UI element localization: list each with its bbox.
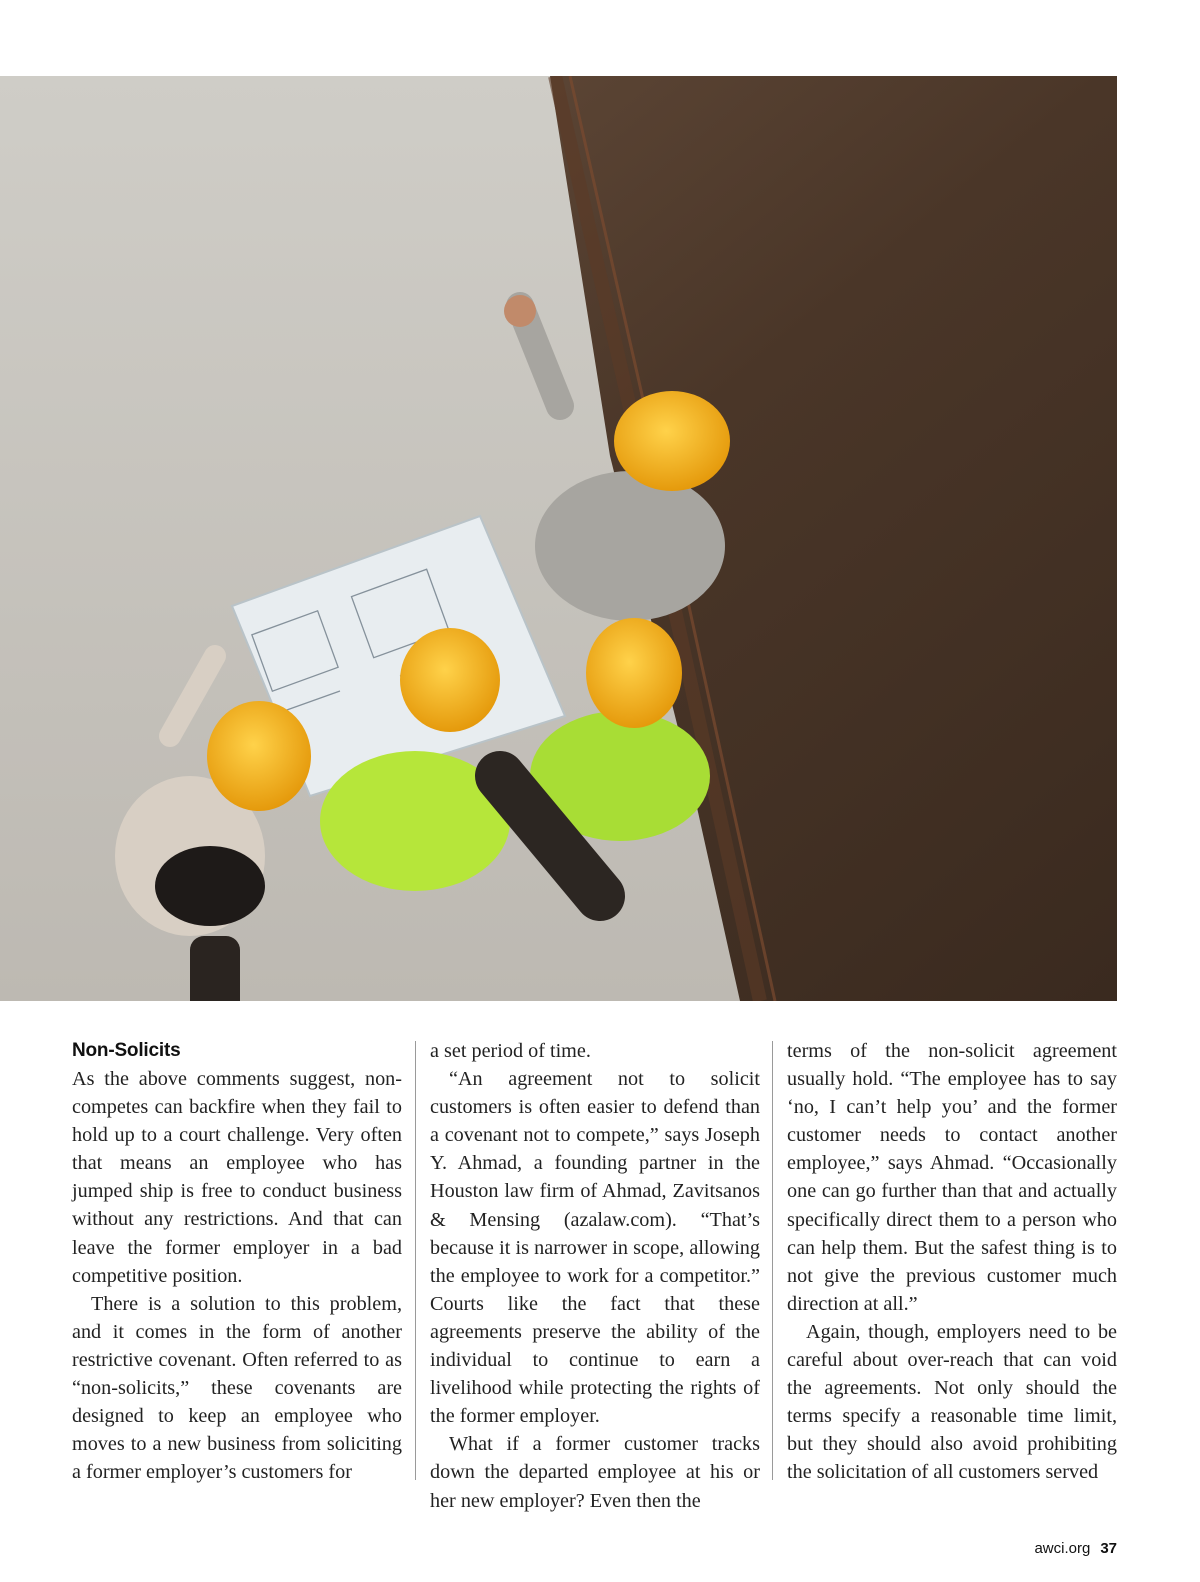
footer-site: awci.org — [1034, 1540, 1091, 1557]
paragraph: Again, though, employers need to be careful about over-reach that can void the agreements. Not only should the terms specify a reasonable time limit, but they should also avoid prohibiting the solicitation of all customers served — [787, 1320, 1117, 1484]
article-column-3 — [787, 1037, 1117, 1487]
construction-team-photo — [0, 76, 1117, 1001]
article-column-1 — [72, 1037, 402, 1486]
paragraph: There is a solution to this problem, and it comes in the form of another restrictive covenant. Often referred to as “non-solicits,” these covenants are designed to keep an employee who moves to a new business from soliciting a former employer’s customers for — [72, 1292, 402, 1484]
section-heading: Non-Solicits — [72, 1040, 181, 1061]
column-divider — [415, 1041, 416, 1480]
page-footer — [1034, 1540, 1117, 1557]
article-column-2 — [430, 1037, 760, 1515]
page-number: 37 — [1100, 1540, 1117, 1557]
paragraph: terms of the non-solicit agreement usually hold. “The employee has to say ‘no, I can’t help you’ and the former customer needs to contact another employee,” says Ahmad. “Occasionally one can go further than that and actually specifically direct them to a person who can help them. But the safest thing is to not give the previous customer much direction at all.” — [787, 1040, 1117, 1315]
paragraph: a set period of time. — [430, 1040, 591, 1062]
paragraph: As the above comments suggest, non-competes can backfire when they fail to hold up to a court challenge. Very often that means an employee who has jumped ship is free to conduct business without any restrictions. And that can leave the former employer in a bad competitive position. — [72, 1068, 402, 1287]
paragraph: “An agreement not to solicit customers is often easier to defend than a covenant not to compete,” says Joseph Y. Ahmad, a founding partner in the Houston law firm of Ahmad, Zavitsanos & Mensing (azalaw.com). “That’s because it is narrower in scope, allowing the employee to work for a competitor.” Courts like the fact that these agreements preserve the ability of the individual to continue to earn a livelihood while protecting the rights of the former employer. — [430, 1068, 760, 1428]
paragraph: What if a former customer tracks down the departed employee at his or her new employer? Even then the — [430, 1433, 760, 1512]
column-divider — [772, 1041, 773, 1480]
